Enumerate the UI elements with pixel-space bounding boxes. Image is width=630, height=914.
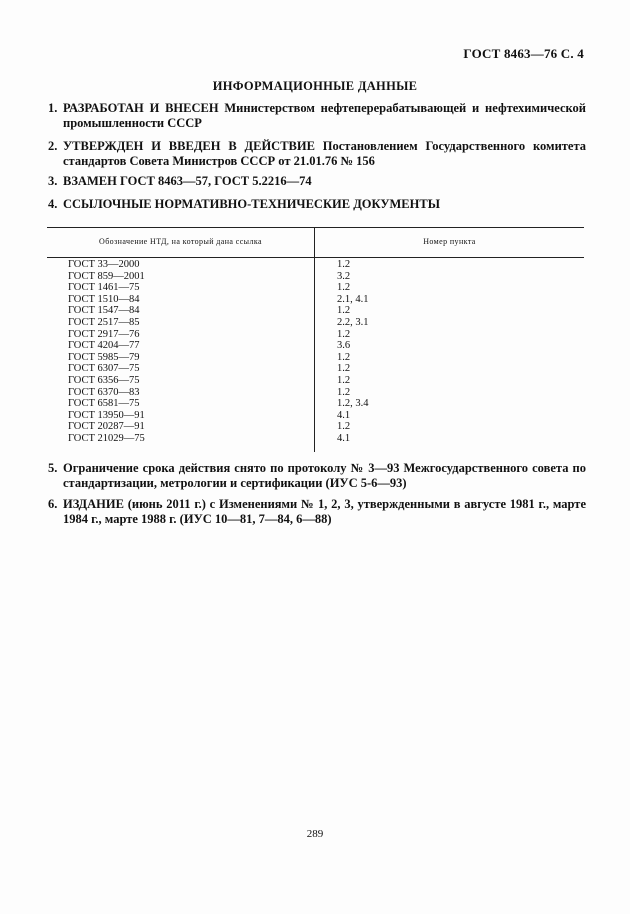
reference-documents-table bbox=[47, 227, 584, 452]
table-row bbox=[47, 375, 584, 387]
item-number: 3. bbox=[48, 174, 58, 188]
cell-document: ГОСТ 6581—75 bbox=[68, 398, 140, 410]
cell-document: ГОСТ 6356—75 bbox=[68, 374, 140, 386]
table-row bbox=[47, 352, 584, 364]
page-title: ИНФОРМАЦИОННЫЕ ДАННЫЕ bbox=[212, 79, 418, 93]
cell-document: ГОСТ 33—2000 bbox=[68, 259, 140, 270]
item-text: (июнь 2011 г.) с Изменениями № 1, 2, 3, утвержденными в августе 1981 г., марте 1984 г., марте 1988 г. (ИУС 10—81, 7—84, 6—88) bbox=[63, 497, 586, 526]
item-text: Постановлением Государственного комитета стандартов Совета Министров СССР от 21.01.76 № 156 bbox=[63, 139, 587, 168]
item-text: Ограничение срока действия снято по протоколу № 3—93 Межгосударственного совета по стандартизации, метрологии и сертификации (ИУС 5-6—93) bbox=[63, 461, 586, 490]
cell-document: ГОСТ 2517—85 bbox=[68, 316, 140, 328]
cell-document: ГОСТ 20287—91 bbox=[68, 421, 145, 433]
item-lead: ИЗДАНИЕ bbox=[63, 497, 124, 511]
cell-document: ГОСТ 4204—77 bbox=[68, 340, 140, 352]
table-row bbox=[47, 305, 584, 317]
cell-document: ГОСТ 1510—84 bbox=[68, 293, 140, 305]
cell-document: ГОСТ 859—2001 bbox=[68, 270, 145, 282]
table-row bbox=[47, 329, 584, 341]
table-top-rule bbox=[47, 227, 584, 228]
info-item-2 bbox=[48, 139, 586, 169]
cell-clause: 3.6 bbox=[337, 340, 351, 352]
table-row bbox=[47, 421, 584, 433]
info-item-1 bbox=[48, 101, 586, 131]
column-header-document: Обозначение НТД, на который дана ссылка bbox=[99, 237, 262, 246]
item-lead: ВЗАМЕН ГОСТ 8463—57, ГОСТ 5.2216—74 bbox=[63, 174, 312, 188]
cell-clause: 1.2 bbox=[337, 386, 351, 398]
info-item-6 bbox=[48, 497, 586, 527]
item-lead: РАЗРАБОТАН И ВНЕСЕН bbox=[63, 101, 219, 115]
cell-clause: 1.2 bbox=[337, 305, 351, 317]
cell-document: ГОСТ 13950—91 bbox=[68, 409, 145, 421]
table-row bbox=[47, 294, 584, 306]
cell-document: ГОСТ 21029—75 bbox=[68, 432, 145, 444]
info-item-3 bbox=[48, 174, 586, 189]
table-row bbox=[47, 282, 584, 294]
item-number: 2. bbox=[48, 139, 58, 153]
item-text: Министерством нефтеперерабатывающей и нефтехимической промышленности СССР bbox=[63, 101, 586, 130]
item-number: 6. bbox=[48, 497, 58, 511]
cell-clause: 1.2 bbox=[337, 351, 351, 363]
cell-document: ГОСТ 2917—76 bbox=[68, 328, 140, 340]
table-row bbox=[47, 259, 584, 271]
item-number: 4. bbox=[48, 197, 58, 211]
table-row bbox=[47, 363, 584, 375]
table-row bbox=[47, 317, 584, 329]
cell-clause: 1.2 bbox=[337, 421, 351, 433]
table-row bbox=[47, 398, 584, 410]
cell-document: ГОСТ 1547—84 bbox=[68, 305, 140, 317]
table-row bbox=[47, 387, 584, 399]
column-header-clause: Номер пункта bbox=[423, 237, 476, 246]
cell-clause: 1.2 bbox=[337, 328, 351, 340]
item-number: 1. bbox=[48, 101, 58, 115]
item-number: 5. bbox=[48, 461, 58, 475]
cell-clause: 2.2, 3.1 bbox=[337, 316, 369, 328]
standard-reference-header: ГОСТ 8463—76 С. 4 bbox=[463, 46, 584, 61]
info-item-4 bbox=[48, 197, 586, 212]
cell-document: ГОСТ 6307—75 bbox=[68, 363, 140, 375]
cell-document: ГОСТ 5985—79 bbox=[68, 351, 140, 363]
table-header-rule bbox=[47, 257, 584, 258]
cell-clause: 4.1 bbox=[337, 409, 351, 421]
table-body bbox=[47, 259, 584, 445]
page-number: 289 bbox=[306, 828, 324, 840]
cell-clause: 4.1 bbox=[337, 432, 351, 444]
table-row bbox=[47, 340, 584, 352]
cell-clause: 3.2 bbox=[337, 270, 351, 282]
table-row bbox=[47, 271, 584, 283]
item-lead: ССЫЛОЧНЫЕ НОРМАТИВНО-ТЕХНИЧЕСКИЕ ДОКУМЕНТЫ bbox=[63, 197, 440, 211]
cell-clause: 2.1, 4.1 bbox=[337, 293, 369, 305]
table-row bbox=[47, 433, 584, 445]
cell-clause: 1.2 bbox=[337, 363, 351, 375]
table-row bbox=[47, 410, 584, 422]
cell-document: ГОСТ 1461—75 bbox=[68, 282, 140, 294]
info-item-5 bbox=[48, 461, 586, 491]
item-lead: УТВЕРЖДЕН И ВВЕДЕН В ДЕЙСТВИЕ bbox=[63, 139, 315, 153]
cell-document: ГОСТ 6370—83 bbox=[68, 386, 140, 398]
cell-clause: 1.2 bbox=[337, 259, 351, 270]
cell-clause: 1.2 bbox=[337, 282, 351, 294]
cell-clause: 1.2 bbox=[337, 374, 351, 386]
cell-clause: 1.2, 3.4 bbox=[337, 398, 369, 410]
